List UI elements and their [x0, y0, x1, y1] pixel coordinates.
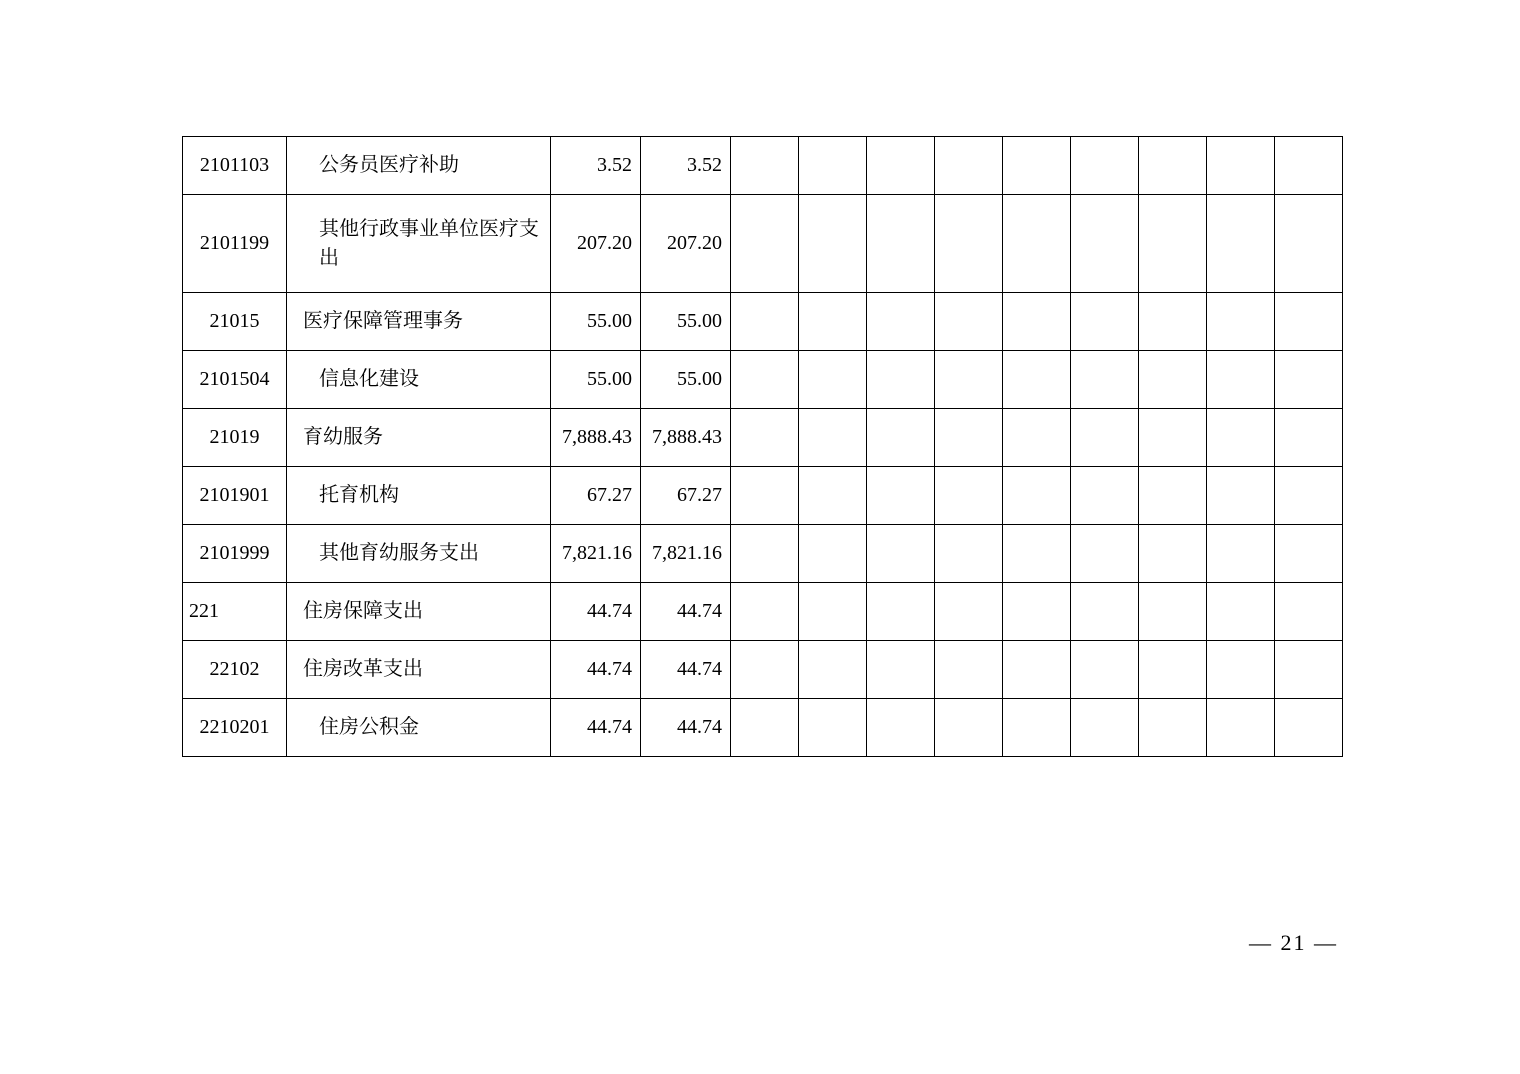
cell-empty	[1003, 409, 1071, 467]
cell-empty	[1003, 699, 1071, 757]
cell-empty	[1003, 467, 1071, 525]
cell-amount-1: 44.74	[551, 699, 641, 757]
cell-empty	[1139, 467, 1207, 525]
cell-empty	[1275, 467, 1343, 525]
cell-empty	[1207, 409, 1275, 467]
table-row	[183, 137, 1343, 195]
cell-empty	[1139, 699, 1207, 757]
cell-empty	[1275, 293, 1343, 351]
cell-amount-2: 207.20	[641, 195, 731, 293]
cell-empty	[1071, 293, 1139, 351]
cell-empty	[867, 641, 935, 699]
cell-amount-1: 3.52	[551, 137, 641, 195]
cell-empty	[1207, 641, 1275, 699]
cell-empty	[1139, 351, 1207, 409]
cell-empty	[731, 137, 799, 195]
cell-name	[287, 525, 551, 583]
cell-amount-2: 7,821.16	[641, 525, 731, 583]
cell-amount-1: 67.27	[551, 467, 641, 525]
cell-code: 2101504	[183, 351, 287, 409]
cell-code: 2101901	[183, 467, 287, 525]
cell-name	[287, 409, 551, 467]
cell-empty	[867, 525, 935, 583]
cell-empty	[1071, 195, 1139, 293]
cell-empty	[731, 699, 799, 757]
cell-empty	[1275, 641, 1343, 699]
cell-code: 21019	[183, 409, 287, 467]
cell-empty	[1139, 641, 1207, 699]
cell-empty	[799, 293, 867, 351]
cell-empty	[1139, 293, 1207, 351]
cell-empty	[935, 525, 1003, 583]
cell-amount-1: 44.74	[551, 641, 641, 699]
cell-empty	[731, 641, 799, 699]
cell-empty	[1207, 583, 1275, 641]
cell-amount-2: 44.74	[641, 641, 731, 699]
cell-empty	[867, 351, 935, 409]
cell-amount-2: 44.74	[641, 583, 731, 641]
cell-empty	[1071, 409, 1139, 467]
cell-empty	[1207, 293, 1275, 351]
cell-empty	[867, 583, 935, 641]
table-row	[183, 195, 1343, 293]
cell-name-text: 住房改革支出	[303, 658, 423, 680]
cell-empty	[1071, 467, 1139, 525]
table-row	[183, 409, 1343, 467]
cell-empty	[935, 699, 1003, 757]
cell-empty	[1139, 137, 1207, 195]
cell-empty	[935, 641, 1003, 699]
table-row	[183, 641, 1343, 699]
table-row	[183, 699, 1343, 757]
cell-code: 21015	[183, 293, 287, 351]
cell-empty	[935, 293, 1003, 351]
cell-empty	[1207, 699, 1275, 757]
cell-empty	[1071, 137, 1139, 195]
cell-empty	[799, 467, 867, 525]
budget-table-container	[182, 136, 1338, 757]
page-number: — 21 —	[1249, 930, 1338, 955]
cell-empty	[1275, 699, 1343, 757]
cell-empty	[799, 409, 867, 467]
cell-amount-1: 207.20	[551, 195, 641, 293]
cell-empty	[1071, 641, 1139, 699]
budget-table-body	[183, 137, 1343, 757]
cell-name	[287, 641, 551, 699]
cell-name	[287, 467, 551, 525]
cell-code: 22102	[183, 641, 287, 699]
cell-amount-2: 3.52	[641, 137, 731, 195]
table-row	[183, 293, 1343, 351]
cell-empty	[1071, 525, 1139, 583]
cell-name-text: 其他行政事业单位医疗支出	[319, 217, 539, 269]
cell-empty	[1139, 409, 1207, 467]
cell-amount-1: 44.74	[551, 583, 641, 641]
cell-amount-2: 7,888.43	[641, 409, 731, 467]
cell-empty	[1003, 137, 1071, 195]
cell-amount-1: 55.00	[551, 351, 641, 409]
cell-empty	[1003, 195, 1071, 293]
cell-name-text: 育幼服务	[303, 426, 383, 448]
cell-name	[287, 293, 551, 351]
cell-empty	[867, 699, 935, 757]
cell-empty	[799, 525, 867, 583]
cell-amount-1: 55.00	[551, 293, 641, 351]
cell-name-text: 其他育幼服务支出	[319, 542, 479, 564]
cell-empty	[1139, 525, 1207, 583]
cell-name-text: 医疗保障管理事务	[303, 310, 463, 332]
cell-amount-1: 7,821.16	[551, 525, 641, 583]
cell-empty	[731, 467, 799, 525]
cell-empty	[731, 293, 799, 351]
cell-empty	[867, 293, 935, 351]
cell-amount-2: 67.27	[641, 467, 731, 525]
cell-empty	[799, 195, 867, 293]
cell-empty	[1275, 583, 1343, 641]
cell-empty	[1275, 409, 1343, 467]
cell-empty	[1003, 525, 1071, 583]
cell-empty	[1071, 583, 1139, 641]
cell-empty	[799, 699, 867, 757]
table-row	[183, 351, 1343, 409]
cell-empty	[1275, 351, 1343, 409]
table-row	[183, 583, 1343, 641]
cell-code: 2101999	[183, 525, 287, 583]
cell-empty	[731, 351, 799, 409]
cell-empty	[1207, 137, 1275, 195]
cell-name	[287, 583, 551, 641]
cell-empty	[867, 409, 935, 467]
cell-empty	[799, 137, 867, 195]
cell-empty	[935, 467, 1003, 525]
cell-empty	[1207, 525, 1275, 583]
table-row	[183, 525, 1343, 583]
cell-empty	[731, 525, 799, 583]
cell-amount-2: 55.00	[641, 351, 731, 409]
cell-empty	[799, 351, 867, 409]
cell-name-text: 信息化建设	[319, 368, 419, 390]
cell-empty	[799, 583, 867, 641]
cell-empty	[1275, 525, 1343, 583]
cell-empty	[867, 195, 935, 293]
cell-code: 2101199	[183, 195, 287, 293]
cell-empty	[1275, 137, 1343, 195]
cell-empty	[1139, 195, 1207, 293]
cell-name-text: 公务员医疗补助	[319, 154, 459, 176]
cell-empty	[935, 409, 1003, 467]
cell-empty	[935, 351, 1003, 409]
cell-empty	[1003, 583, 1071, 641]
cell-empty	[731, 583, 799, 641]
cell-empty	[1207, 195, 1275, 293]
cell-amount-1: 7,888.43	[551, 409, 641, 467]
cell-empty	[1003, 351, 1071, 409]
cell-name-text: 住房公积金	[319, 716, 419, 738]
table-row	[183, 467, 1343, 525]
cell-empty	[1071, 351, 1139, 409]
cell-empty	[1003, 641, 1071, 699]
cell-name	[287, 699, 551, 757]
cell-name	[287, 351, 551, 409]
cell-code: 2101103	[183, 137, 287, 195]
cell-empty	[867, 467, 935, 525]
cell-empty	[935, 195, 1003, 293]
budget-table	[182, 136, 1343, 757]
cell-empty	[731, 195, 799, 293]
cell-empty	[935, 137, 1003, 195]
cell-name	[287, 195, 551, 293]
cell-amount-2: 44.74	[641, 699, 731, 757]
cell-empty	[799, 641, 867, 699]
cell-amount-2: 55.00	[641, 293, 731, 351]
cell-empty	[1207, 351, 1275, 409]
cell-name	[287, 137, 551, 195]
cell-empty	[1071, 699, 1139, 757]
cell-empty	[1139, 583, 1207, 641]
cell-empty	[1207, 467, 1275, 525]
cell-empty	[867, 137, 935, 195]
cell-name-text: 住房保障支出	[303, 600, 423, 622]
cell-code: 221	[183, 583, 287, 641]
cell-empty	[1003, 293, 1071, 351]
cell-code: 2210201	[183, 699, 287, 757]
cell-empty	[935, 583, 1003, 641]
cell-name-text: 托育机构	[319, 484, 399, 506]
cell-empty	[1275, 195, 1343, 293]
cell-empty	[731, 409, 799, 467]
